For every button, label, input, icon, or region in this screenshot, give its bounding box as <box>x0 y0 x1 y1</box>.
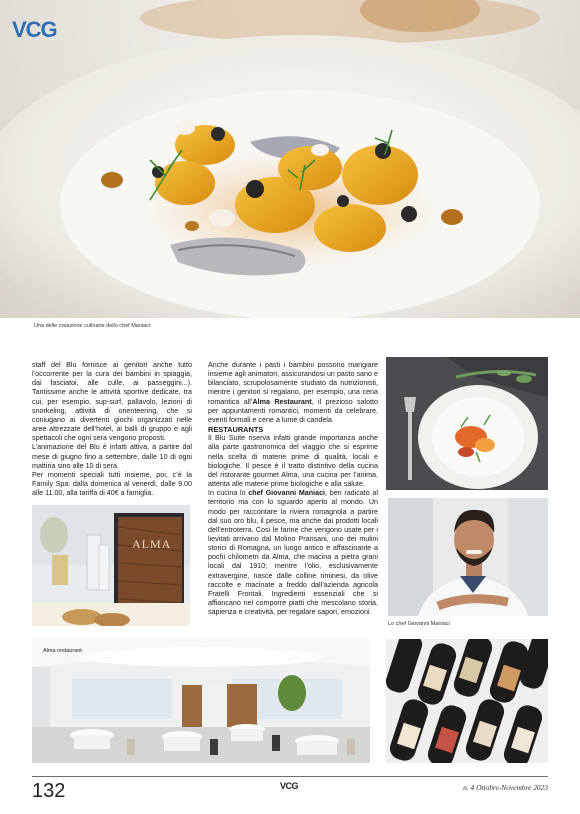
paragraph: Per momenti speciali tutti insieme, poi, c’è la Family Spa: dalla domenica al venerdì, dalle 9.00 alle 11.00, alla tariffa di 40€ a famiglia. <box>32 470 192 498</box>
text-span: , ben radicato al territorio ma con lo sguardo aperto al mondo. Un modo per raccontare la riviera romagnola a partire dal suo oro blu, il pesce, ma anche dai prodotti locali dell’entroterra. Così le farine che vengono usate per i lievitati arrivano dal Molino Pransani, uno dei mulini storici di Romagna, un luogo antico e affascinante a pochi chilometri da Alma, che macina a pietra grani locali dal 1910; mentre l’olio, esclusivamente extravergine, nasce dalle colline riminesi, da olive raccolte e macinate a freddo dall’azienda agricola Fratelli Frontali. Ingredienti essenziali che si affiancano nel comporre piatti che mescolano storia, sapienza e creatività, per regalare sapori, emozioni <box>208 489 378 617</box>
plate-illustration <box>386 357 548 490</box>
menu-cover-text: ALMA <box>132 537 172 551</box>
menu-photo <box>32 505 190 626</box>
wine-photo <box>386 639 548 763</box>
text-column-2 <box>208 361 378 617</box>
text-span: , il prezioso salotto per appuntamenti romantici, momenti da celebrare, eventi formali e cene a lume di candela. <box>208 397 378 424</box>
paragraph <box>208 361 378 425</box>
hero-caption: Una delle creazione culinarie dello chef Maniaci <box>34 323 151 329</box>
text-span: Anche durante i pasti i bambini possono mangiare insieme agli animatori, assicurandosi un pasto sano e bilanciato, scrupolosamente studiato da nutrizionisti, mentre i genitori si regalano, per esempio, una cena romantica all’ <box>208 361 378 406</box>
restaurant-label: Alma restaurant <box>43 648 82 654</box>
paragraph <box>208 489 378 617</box>
wine-illustration <box>386 639 548 763</box>
restaurant-photo <box>32 639 370 763</box>
paragraph: Il Blu Suite riserva infatti grande importanza anche alla parte gastronomica del viaggio che si esprime nella scelta di materie prime di qualità, locali e biologiche. Il pesce è il tratto distintivo della cucina del ristorante gourmet Alma, una cucina per l’anima, attenta alle materie prime biologiche e alla salute. <box>208 434 378 489</box>
page-number: 132 <box>32 780 66 802</box>
issue-info: n. 4 Ottobre-Novembre 2023 <box>463 783 548 792</box>
chef-photo <box>388 498 548 616</box>
hero-photo <box>0 0 580 318</box>
chef-illustration <box>388 498 548 616</box>
restaurant-illustration <box>32 639 370 763</box>
footer-divider <box>32 776 548 777</box>
hero-food-illustration <box>0 0 580 318</box>
paragraph: staff del Blu fornisce ai genitori anche tutto l’occorrente per la cura dei bambini in spiaggia, dai fasciatoi, alle culle, ai passeggini...). Tantissime anche le attività sportive dedicate, tra cui, per esempio, sup-surf, pallavolo, lezioni di snorkeling, attività di orienteering, che si coniugano ai divertenti giochi organizzati nelle aree attrezzate dell’hotel, ai balli di gruppo e agli spettacoli che ogni sera vengono proposti. <box>32 361 192 443</box>
magazine-logo: VCG <box>12 17 57 42</box>
text-column-1 <box>32 361 192 498</box>
plate-photo <box>386 357 548 490</box>
chef-name: chef Giovanni Maniaci <box>248 489 326 498</box>
footer-logo: VCG <box>280 781 299 791</box>
paragraph: L’animazione del Blu è infatti attiva, a partire dal mese di giugno fino a settembre, dalle 10 di ogni mattina sino alle 10 di sera. <box>32 443 192 470</box>
text-span: In cucina lo <box>208 489 249 498</box>
menu-illustration <box>32 505 190 626</box>
restaurant-name: Alma Restaurant <box>252 397 312 406</box>
section-heading: RESTAURANTS <box>208 425 264 435</box>
chef-caption: Lo chef Giovanni Maniaci <box>388 621 450 627</box>
